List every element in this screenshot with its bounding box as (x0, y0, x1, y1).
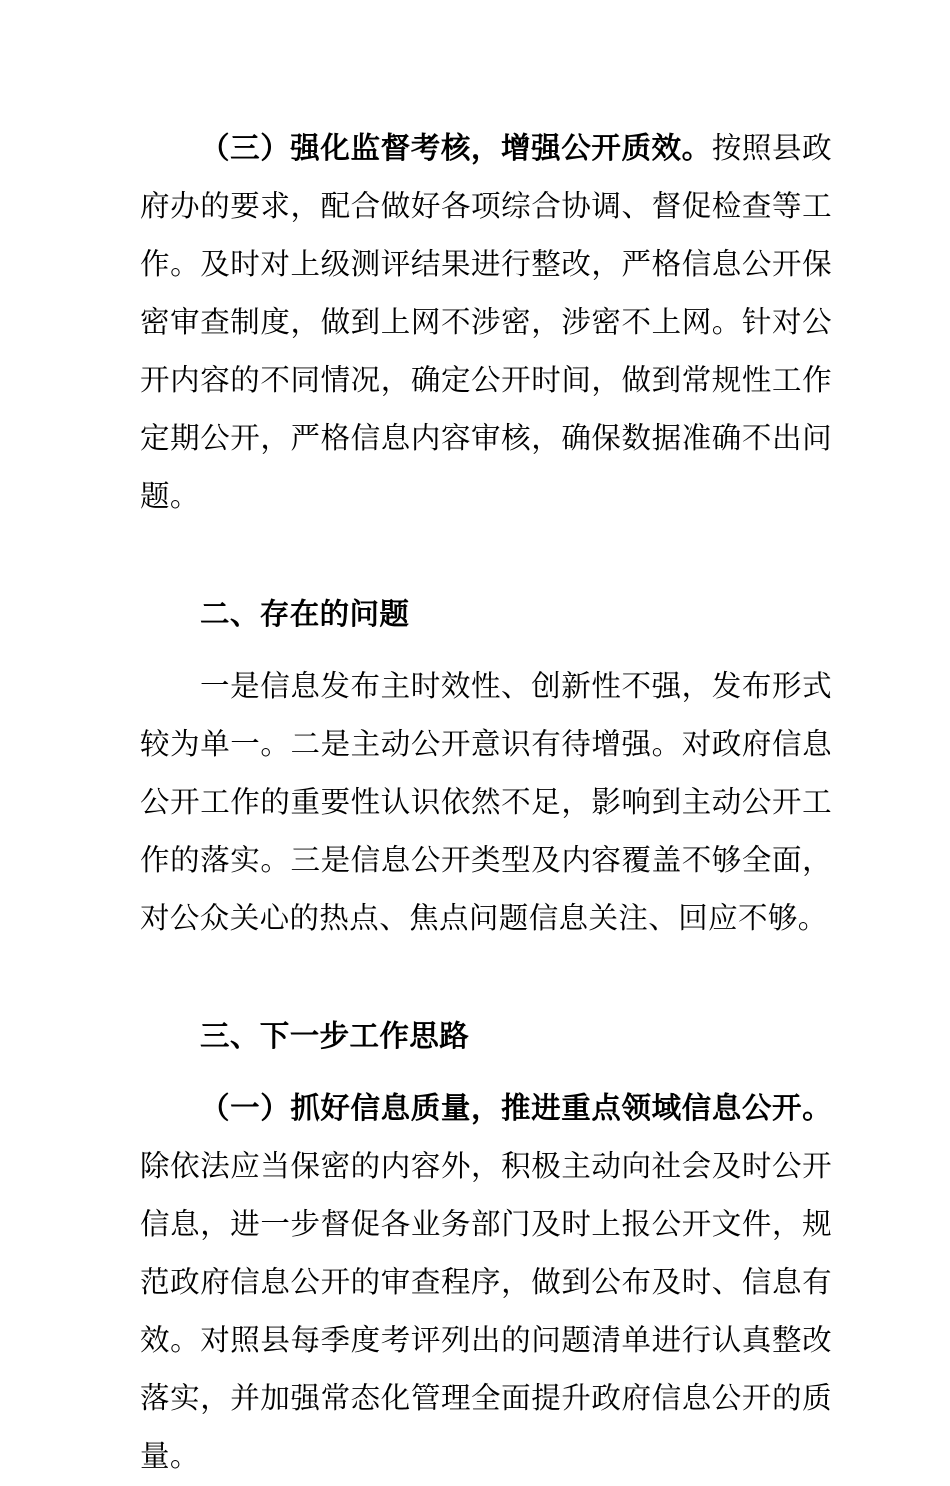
section-heading-existing-problems: 二、存在的问题 (200, 598, 410, 631)
spacer (140, 542, 832, 560)
section-heading-next-steps: 三、下一步工作思路 (200, 1020, 470, 1053)
paragraph-lead-information-quality: （一）抓好信息质量，推进重点领域信息公开。 (200, 1092, 832, 1125)
paragraph-body-information-quality: 除依法应当保密的内容外，积极主动向社会及时公开信息，进一步督促各业务部门及时上报公开文件，规范政府信息公开的审查程序，做到公布及时、信息有效。对照县每季度考评列出的问题清单进行认真整改落实，并加强常态化管理全面提升政府信息公开的质量。 (140, 1150, 832, 1473)
paragraph-existing-problems (140, 658, 832, 948)
paragraph-body-existing-problems: 一是信息发布主时效性、创新性不强，发布形式较为单一。二是主动公开意识有待增强。对政府信息公开工作的重要性认识依然不足，影响到主动公开工作的落实。三是信息公开类型及内容覆盖不够全面，对公众关心的热点、焦点问题信息关注、回应不够。 (140, 670, 832, 935)
paragraph-body-supervision-assessment: 按照县政府办的要求，配合做好各项综合协调、督促检查等工作。及时对上级测评结果进行整改，严格信息公开保密审查制度，做到上网不涉密，涉密不上网。针对公开内容的不同情况，确定公开时间，做到常规性工作定期公开，严格信息内容审核，确保数据准确不出问题。 (140, 132, 832, 513)
paragraph-supervision-assessment (140, 120, 832, 526)
paragraph-lead-supervision-assessment: （三）强化监督考核，增强公开质效。 (200, 132, 712, 165)
paragraph-information-quality (140, 1080, 832, 1486)
spacer (140, 964, 832, 982)
